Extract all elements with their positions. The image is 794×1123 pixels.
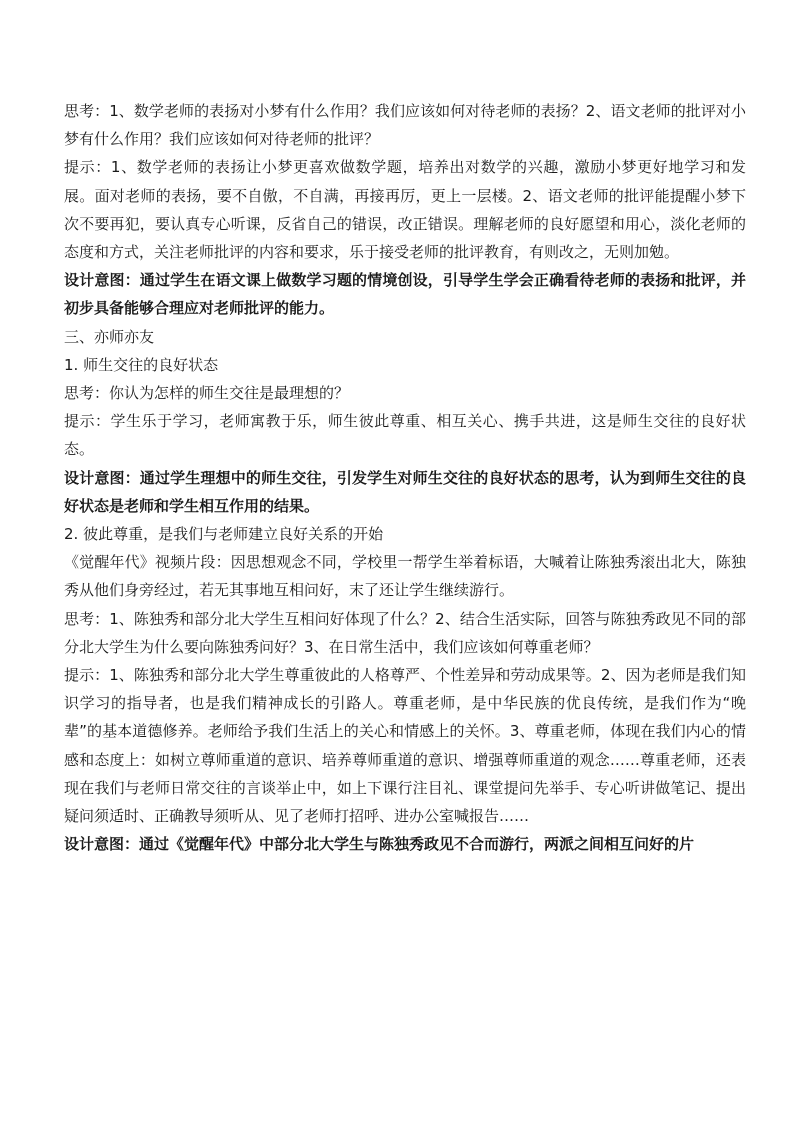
paragraph-think-3: 思考：1、陈独秀和部分北大学生互相问好体现了什么？2、结合生活实际，回答与陈独秀政见不同的部分北大学生为什么要向陈独秀问好？3、在日常生活中，我们应该如何尊重老师？ [64, 609, 746, 656]
paragraph-design-intent-1: 设计意图：通过学生在语文课上做数学习题的情境创设，引导学生学会正确看待老师的表扬和批评，并初步具备能够合理应对老师批评的能力。 [64, 271, 746, 318]
paragraph-think-1: 思考：1、数学老师的表扬对小梦有什么作用？我们应该如何对待老师的表扬？2、语文老师的批评对小梦有什么作用？我们应该如何对待老师的批评？ [64, 102, 746, 149]
paragraph-hint-3: 提示：1、陈独秀和部分北大学生尊重彼此的人格尊严、个性差异和劳动成果等。2、因为老师是我们知识学习的指导者，也是我们精神成长的引路人。尊重老师，是中华民族的优良传统，是我们作为“晚辈”的基本道德修养。老师给予我们生活上的关心和情感上的关怀。3、尊重老师，体现在我们内心的情感和态度上：如树立尊师重道的意识、培养尊师重道的意识、增强尊师重道的观念……尊重老师，还表现在我们与老师日常交往的言谈举止中，如上下课行注目礼、课堂提问先举手、专心听讲做笔记、提出疑问须适时、正确教导须听从、见了老师打招呼、进办公室喊报告…… [64, 666, 746, 826]
paragraph-think-2: 思考：你认为怎样的师生交往是最理想的？ [64, 384, 350, 403]
paragraph-hint-2: 提示：学生乐于学习，老师寓教于乐，师生彼此尊重、相互关心、携手共进，这是师生交往的良好状态。 [64, 412, 746, 459]
section-heading-3: 三、亦师亦友 [64, 327, 155, 346]
subheading-1: 1. 师生交往的良好状态 [64, 355, 219, 374]
paragraph-hint-1: 提示：1、数学老师的表扬让小梦更喜欢做数学题，培养出对数学的兴趣，激励小梦更好地学习和发展。面对老师的表扬，要不自傲，不自满，再接再厉，更上一层楼。2、语文老师的批评能提醒小梦下次不要再犯，要认真专心听课，反省自己的错误，改正错误。理解老师的良好愿望和用心，淡化老师的态度和方式，关注老师批评的内容和要求，乐于接受老师的批评教育，有则改之，无则加勉。 [64, 158, 746, 262]
paragraph-video-clip: 《觉醒年代》视频片段：因思想观念不同，学校里一帮学生举着标语，大喊着让陈独秀滚出北大，陈独秀从他们身旁经过，若无其事地互相问好，末了还让学生继续游行。 [64, 553, 746, 600]
subheading-2: 2. 彼此尊重，是我们与老师建立良好关系的开始 [64, 525, 384, 544]
paragraph-design-intent-3: 设计意图：通过《觉醒年代》中部分北大学生与陈独秀政见不合而游行，两派之间相互问好的片 [64, 835, 695, 854]
paragraph-design-intent-2: 设计意图：通过学生理想中的师生交往，引发学生对师生交往的良好状态的思考，认为到师生交往的良好状态是老师和学生相互作用的结果。 [64, 468, 746, 515]
document-body [64, 97, 746, 858]
